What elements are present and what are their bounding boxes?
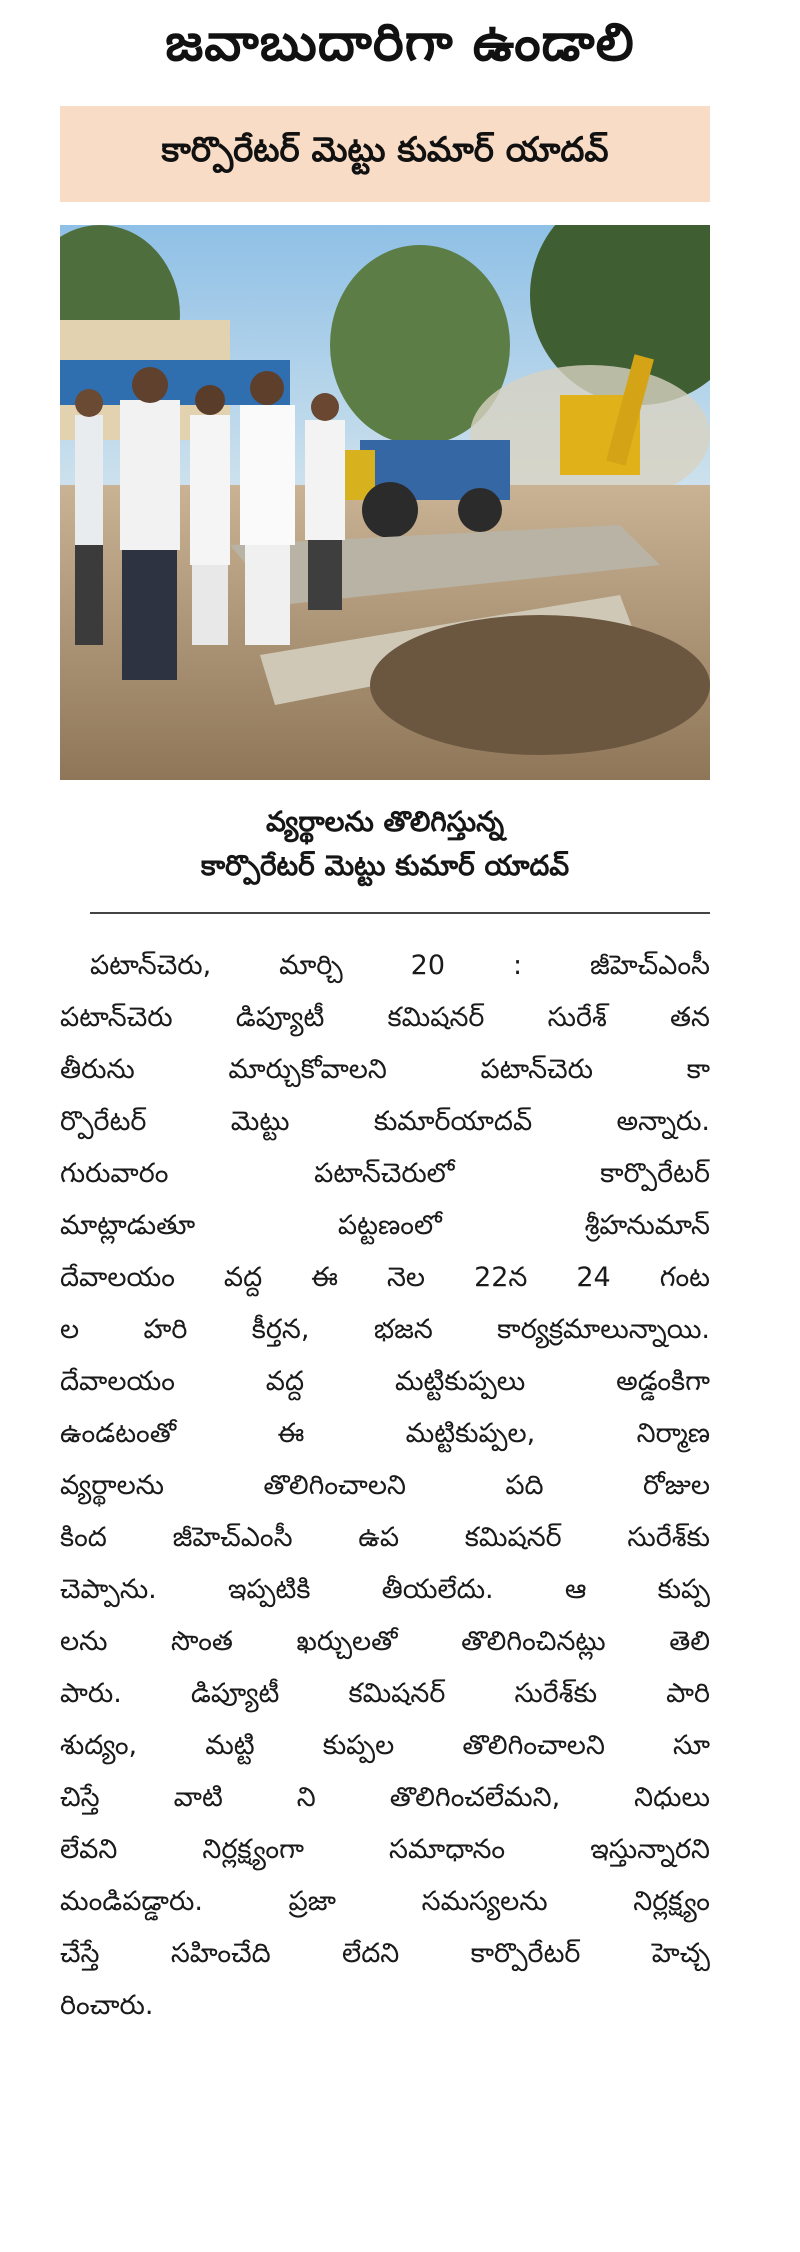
tractor-wheel-2 (458, 488, 502, 532)
caption-line-2: కార్పొరేటర్ మెట్టు కుమార్ యాదవ్ (200, 849, 570, 882)
article-line: చెప్పాను. ఇప్పటికి తీయలేదు. ఆ కుప్ప (60, 1574, 710, 1605)
tractor-wheel (362, 482, 418, 538)
news-photo (60, 225, 710, 780)
article-line: దేవాలయం వద్ద మట్టికుప్పలు అడ్డంకిగా (60, 1366, 710, 1397)
article-line: ఉండటంతో ఈ మట్టికుప్పల, నిర్మాణ (60, 1418, 710, 1449)
article-line: ర్పొరేటర్ మెట్టు కుమార్‌యాదవ్ అన్నారు. (60, 1106, 710, 1137)
article-line: చిస్తే వాటి ని తొలిగించలేమని, నిధులు (60, 1782, 710, 1813)
article-line: చేస్తే సహించేది లేదని కార్పొరేటర్ హెచ్చ (60, 1938, 710, 1969)
article-line: తీరును మార్చుకోవాలని పటాన్‌చెరు కా (60, 1054, 710, 1085)
article-line: రించారు. (60, 1990, 154, 2021)
article-line: దేవాలయం వద్ద ఈ నెల 22న 24 గంట (60, 1262, 710, 1293)
article-line: కింద జీహెచ్ఎంసీ ఉప కమిషనర్ సురేశ్‌కు (60, 1522, 710, 1553)
article-line: పటాన్‌చెరు డిప్యూటీ కమిషనర్ సురేశ్ తన (60, 1002, 710, 1033)
article-line: ల హరి కీర్తన, భజన కార్యక్రమాలున్నాయి. (60, 1314, 710, 1345)
article-line: మండిపడ్డారు. ప్రజా సమస్యలను నిర్లక్ష్యం (60, 1886, 710, 1917)
photo-caption (60, 800, 710, 888)
article-body (60, 940, 710, 2032)
headline: జవాబుదారిగా ఉండాలి (165, 13, 635, 73)
article-line: శుద్యం, మట్టి కుప్పల తొలిగించాలని సూ (60, 1730, 710, 1761)
caption-line-1: వ్యర్థాలను తొలిగిస్తున్న (265, 805, 505, 838)
article-line: లేవని నిర్లక్ష్యంగా సమాధానం ఇస్తున్నారని (60, 1834, 710, 1865)
subheadline-text: కార్పొరేటర్ మెట్టు కుమార్ యాదవ్ (161, 130, 609, 170)
debris-pile (370, 615, 710, 755)
divider-rule (90, 912, 710, 914)
article-line: మాట్లాడుతూ పట్టణంలో శ్రీహనుమాన్ (60, 1210, 710, 1241)
article-line: గురువారం పటాన్‌చెరులో కార్పొరేటర్ (60, 1158, 710, 1189)
article-line: పటాన్‌చెరు, మార్చి 20 : జీహెచ్ఎంసీ (90, 950, 710, 981)
subheadline-box (60, 106, 710, 202)
article-line: వ్యర్థాలను తొలిగించాలని పది రోజుల (60, 1470, 710, 1501)
article-line: లను సొంత ఖర్చులతో తొలిగించినట్లు తెలి (60, 1626, 710, 1657)
article-line: పారు. డిప్యూటీ కమిషనర్ సురేశ్‌కు పారి (60, 1678, 710, 1709)
